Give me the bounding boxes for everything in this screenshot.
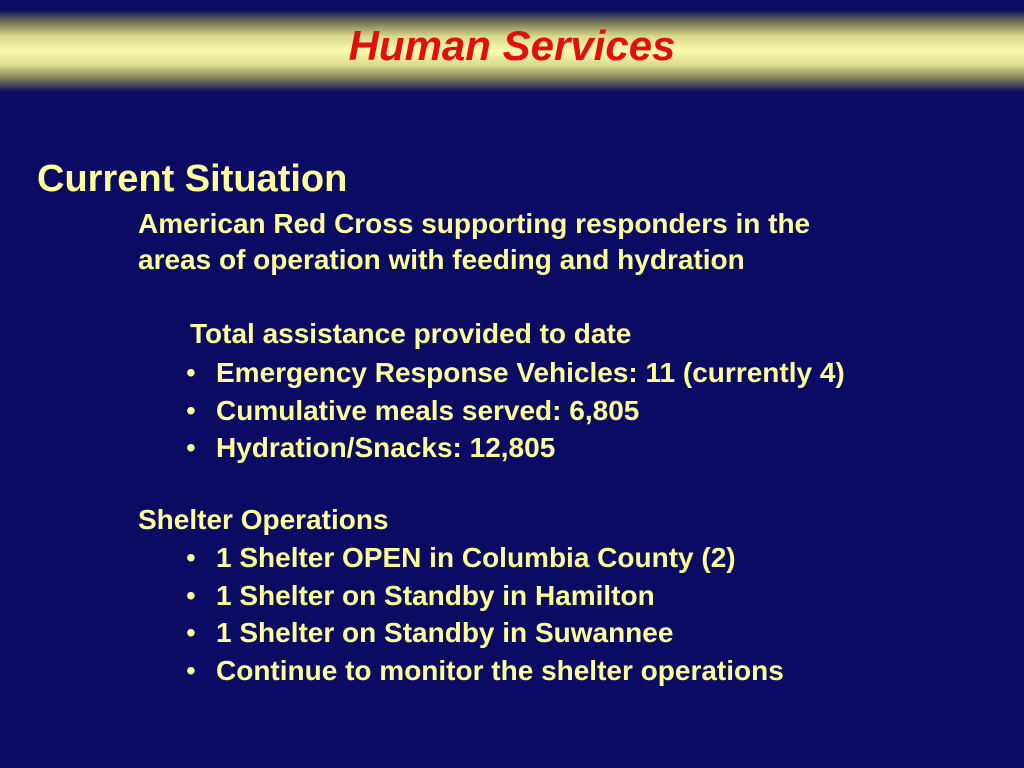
list-item — [186, 354, 845, 392]
bullet-icon: • — [186, 432, 196, 463]
assistance-heading: Total assistance provided to date — [190, 318, 632, 349]
intro-line: areas of operation with feeding and hydration — [138, 244, 745, 275]
shelter-heading: Shelter Operations — [138, 504, 389, 535]
intro-line: American Red Cross supporting responders in the — [138, 208, 811, 239]
list-item-text: 1 Shelter on Standby in Hamilton — [216, 579, 655, 611]
bullet-icon: • — [186, 654, 196, 686]
bullet-icon: • — [186, 579, 196, 611]
list-item — [186, 539, 784, 577]
assistance-list — [186, 354, 845, 467]
list-item — [186, 429, 845, 467]
list-item-text: 1 Shelter OPEN in Columbia County (2) — [216, 542, 736, 573]
bullet-icon: • — [186, 617, 196, 648]
list-item — [186, 614, 784, 652]
list-item-text: Emergency Response Vehicles: 11 (currently 4) — [216, 357, 845, 388]
shelter-list — [186, 539, 784, 689]
list-item — [186, 652, 784, 690]
list-item-text: Hydration/Snacks: 12,805 — [216, 432, 556, 463]
list-item-text: 1 Shelter on Standby in Suwannee — [216, 617, 674, 648]
section-heading: Current Situation — [37, 158, 348, 200]
list-item-text: Continue to monitor the shelter operations — [216, 654, 784, 686]
list-item-text: Cumulative meals served: 6,805 — [216, 394, 640, 426]
bullet-icon: • — [186, 542, 196, 573]
list-item — [186, 392, 845, 430]
bullet-icon: • — [186, 357, 196, 388]
intro-paragraph — [138, 206, 810, 278]
slide-title: Human Services — [348, 22, 676, 69]
bullet-icon: • — [186, 394, 196, 426]
list-item — [186, 577, 784, 615]
